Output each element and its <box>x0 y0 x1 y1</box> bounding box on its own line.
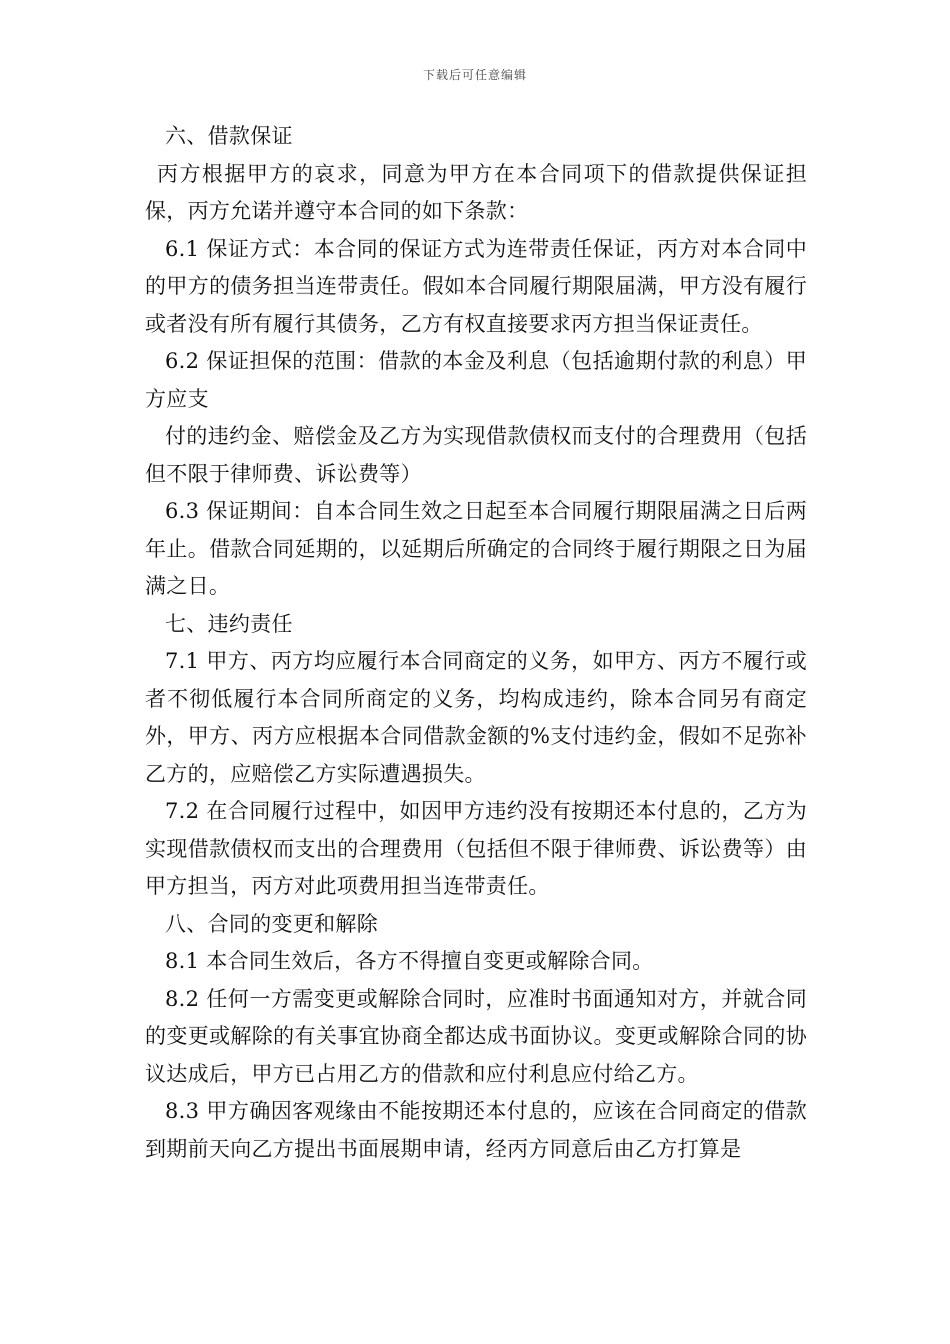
clause-8-3: 8.3 甲方确因客观缘由不能按期还本付息的，应该在合同商定的借款到期前天向乙方提出书面展期申请，经丙方同意后由乙方打算是 <box>145 1099 807 1161</box>
clause-6-1: 6.1 保证方式：本合同的保证方式为连带责任保证，丙方对本合同中的甲方的债务担当连带责任。假如本合同履行期限届满，甲方没有履行或者没有所有履行其债务，乙方有权直接要求丙方担当保证责任。 <box>145 236 807 336</box>
section-heading-8: 八、合同的变更和解除 <box>165 911 378 936</box>
clause-8-1: 8.1 本合同生效后，各方不得擅自变更或解除合同。 <box>165 949 654 973</box>
clause-6-2-continued: 付的违约金、赔偿金及乙方为实现借款债权而支付的合理费用（包括但不限于律师费、诉讼费等） <box>145 424 807 486</box>
clause-6-2: 6.2 保证担保的范围：借款的本金及利息（包括逾期付款的利息）甲方应支 <box>145 349 807 411</box>
document-body <box>145 118 807 1168</box>
clause-6-3: 6.3 保证期间：自本合同生效之日起至本合同履行期限届满之日后两年止。借款合同延期的，以延期后所确定的合同终于履行期限之日为届满之日。 <box>145 499 807 598</box>
section-heading-6: 六、借款保证 <box>165 124 293 148</box>
page-header: 下载后可任意编辑 <box>422 68 527 82</box>
clause-8-2: 8.2 任何一方需变更或解除合同时，应准时书面通知对方，并就合同的变更或解除的有关事宜协商全都达成书面协议。变更或解除合同的协议达成后，甲方已占用乙方的借款和应付利息应付给乙方。 <box>145 986 807 1086</box>
section-heading-7: 七、违约责任 <box>165 611 293 636</box>
clause-7-1: 7.1 甲方、丙方均应履行本合同商定的义务，如甲方、丙方不履行或者不彻低履行本合同所商定的义务，均构成违约，除本合同另有商定外，甲方、丙方应根据本合同借款金额的%支付违约金，假如不足弥补乙方的，应赔偿乙方实际遭遇损失。 <box>145 649 807 786</box>
paragraph-6-intro: 丙方根据甲方的哀求，同意为甲方在本合同项下的借款提供保证担保，丙方允诺并遵守本合同的如下条款： <box>145 161 807 223</box>
clause-7-2: 7.2 在合同履行过程中，如因甲方违约没有按期还本付息的，乙方为实现借款债权而支出的合理费用（包括但不限于律师费、诉讼费等）由甲方担当，丙方对此项费用担当连带责任。 <box>145 799 807 898</box>
